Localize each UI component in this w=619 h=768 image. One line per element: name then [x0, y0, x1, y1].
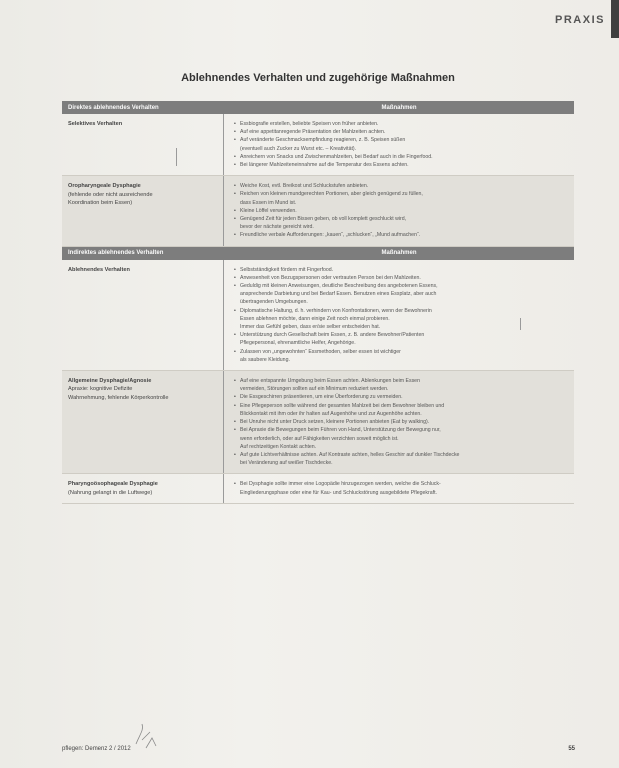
measure-line: • Bei Dysphagie sollte immer eine Logopädie hinzugezogen werden, welche die Schluck- [240, 481, 441, 488]
measure-line: • Essbiografie erstellen, beliebte Speisen von früher anbieten. [240, 121, 379, 127]
behaviour-line: Pharyngoösophageale Dysphagie [68, 481, 158, 488]
behaviour-line: (fehlende oder nicht ausreichende [68, 191, 153, 198]
measure-line: • Bei längerer Mahlzeiteneinnahme auf die Temperatur des Essens achten. [240, 162, 409, 169]
measure-line: • Bei Unruhe nicht unter Druck setzen, kleinere Portionen anbieten (Eat by walking). [240, 419, 430, 426]
table-header-direct [62, 101, 574, 114]
measure-item [234, 182, 566, 190]
measure-line: • Diplomatische Haltung, d. h. verhindern von Konfrontationen, wenn der Bewohnerin [240, 307, 432, 314]
measure-item [234, 426, 566, 451]
measure-line: wenn erforderlich, oder auf Fähigkeiten verzichten soweit möglich ist. [240, 435, 399, 442]
table-header-indirect [62, 247, 574, 260]
measures-list [234, 120, 566, 169]
measure-item [234, 418, 566, 426]
measure-line: als saubere Kleidung. [240, 356, 290, 363]
measure-item [234, 348, 566, 364]
measure-item [234, 215, 566, 231]
measure-item [234, 331, 566, 347]
measures-table [62, 101, 574, 504]
measure-line: vermeiden, Störungen sollten auf ein Minimum reduziert werden. [240, 386, 389, 393]
measure-item [234, 393, 566, 401]
measure-item [234, 207, 566, 215]
header-measures: Maßnahmen [381, 104, 417, 111]
measure-line: ansprechende Darbietung und bei Bedarf Essen. Benutzen eines Essplatz, aber auch [240, 291, 437, 298]
measure-line: (eventuell auch Zucker zu Wurst etc. – Kreativität). [240, 145, 357, 152]
measure-item [234, 274, 566, 282]
measure-line: • Auf eine entspannte Umgebung beim Essen achten. Ablenkungen beim Essen [240, 378, 420, 385]
measure-line: dass Essen im Mund ist. [240, 199, 297, 206]
measures-list [234, 266, 566, 364]
measure-line: • Weiche Kost, evtl. Breikost und Schluckstufen anbieten. [240, 183, 369, 190]
measure-item [234, 402, 566, 418]
measure-item [234, 161, 566, 169]
measure-line: Auf rechtzeitigen Kontakt achten. [240, 443, 317, 450]
measures-cell [224, 474, 574, 503]
measure-line: • Anreichern von Snacks und Zwischenmahlzeiten, bei Bedarf auch in die Fingerfood. [240, 153, 433, 160]
behaviour-line: Apraxie: kognitive Defizite [68, 386, 133, 393]
measure-line: bei Veränderung auf weißer Tischdecke. [240, 460, 333, 467]
measures-cell [224, 114, 574, 175]
behaviour-line: Allgemeine Dysphagie/Agnosie [68, 378, 152, 385]
table-row [62, 371, 574, 474]
pen-mark [520, 318, 521, 330]
measure-item [234, 451, 566, 467]
page-number: 55 [568, 746, 575, 752]
behaviour-cell [62, 474, 224, 503]
measures-cell [224, 260, 574, 370]
table-row [62, 176, 574, 246]
behaviour-line: Ablehnendes Verhalten [68, 266, 130, 273]
measure-item [234, 153, 566, 161]
measure-item [234, 266, 566, 274]
measure-line: • Geduldig mit kleinen Anweisungen, deutliche Beschreibung des angebotenen Essens, [240, 283, 438, 290]
measure-line: Pflegepersonal, ehrenamtliche Helfer, Angehörige. [240, 340, 356, 347]
measure-item [234, 136, 566, 152]
measure-line: • Selbstständigkeit fördern mit Fingerfood. [240, 266, 334, 273]
measure-item [234, 480, 566, 496]
measures-list [234, 480, 566, 496]
measure-line: • Die Essgeschirren präsentieren, um eine Überforderung zu vermeiden. [240, 394, 403, 401]
section-marker-bar [611, 0, 619, 38]
measure-line: übertragenden Umgebungen. [240, 299, 308, 306]
measures-list [234, 377, 566, 467]
measure-item [234, 190, 566, 206]
behaviour-line: Koordination beim Essen) [68, 200, 133, 207]
measure-item [234, 231, 566, 239]
measure-line: • Unterstützung durch Gesellschaft beim Essen, z. B. andere Bewohner/Patienten [240, 332, 425, 339]
pen-mark [176, 148, 177, 166]
table-row [62, 114, 574, 176]
header-measures: Maßnahmen [381, 250, 417, 257]
table-row [62, 260, 574, 371]
table-row [62, 474, 574, 504]
measure-line: • Eine Pflegeperson sollte während der gesamten Mahlzeit bei dem Bewohner bleiben und [240, 402, 445, 409]
measure-item [234, 377, 566, 393]
behaviour-cell [62, 176, 224, 245]
measure-line: • Zulassen von „ungewohnten“ Essmethoden, selber essen ist wichtiger [240, 348, 401, 355]
behaviour-line: Selektives Verhalten [68, 121, 123, 127]
handwritten-scribble [132, 722, 158, 752]
measures-cell [224, 371, 574, 473]
measure-line: • Auf eine appetitanregende Präsentation der Mahlzeiten achten. [240, 129, 386, 136]
measure-item [234, 307, 566, 332]
measure-item [234, 282, 566, 307]
header-behaviour: Indirektes ablehnendes Verhalten [68, 250, 164, 257]
measure-line: • Kleine Löffel verwenden. [240, 207, 297, 214]
measures-list [234, 182, 566, 239]
measures-cell [224, 176, 574, 245]
page-title: Ablehnendes Verhalten und zugehörige Maßnahmen [181, 72, 455, 84]
journal-footer: pflegen: Demenz 2 / 2012 [62, 746, 131, 752]
measure-line: bevor der nächste gereicht wird. [240, 224, 314, 231]
behaviour-cell [62, 371, 224, 473]
behaviour-line: (Nahrung gelangt in die Luftwege) [68, 489, 153, 496]
measure-item [234, 120, 566, 128]
measure-line: • Bei Apraxie die Bewegungen beim Führen von Hand, Unterstützung der Bewegung nur, [240, 427, 441, 434]
measure-line: Eingliederungsphase oder eine für Kau- und Schluckstörung ausgebildete Pflegekraft. [240, 489, 437, 496]
behaviour-line: Oropharyngeale Dysphagie [68, 183, 141, 190]
behaviour-cell [62, 114, 224, 175]
measure-line: • Freundliche verbale Aufforderungen: „kauen“, „schlucken“, „Mund aufmachen“. [240, 232, 421, 239]
measure-line: Essen ablehnen möchte, dann einige Zeit noch einmal probieren. [240, 315, 390, 322]
behaviour-line: Wahrnehmung, fehlende Körperkontrolle [68, 394, 169, 401]
measure-line: • Auf gute Lichtverhältnisse achten. Auf Kontraste achten, helles Geschirr auf dunkler Tischdecke [240, 451, 460, 458]
header-behaviour: Direktes ablehnendes Verhalten [68, 104, 159, 111]
measure-item [234, 128, 566, 136]
measure-line: • Auf veränderte Geschmacksempfindung reagieren, z. B. Speisen süßen [240, 137, 406, 144]
measure-line: • Anwesenheit von Bezugspersonen oder vertrauten Person bei den Mahlzeiten. [240, 274, 421, 281]
section-label: PRAXIS [555, 14, 605, 26]
measure-line: • Reichen von kleinen mundgerechten Portionen, aber gleich genügend zu füllen, [240, 191, 423, 198]
measure-line: Blickkontakt mit ihm oder ihr halten auf Augenhöhe und zur Augenhöhe achten. [240, 410, 422, 417]
measure-line: Immer das Gefühl geben, dass er/sie selber entscheiden hat. [240, 324, 381, 331]
behaviour-cell [62, 260, 224, 370]
measure-line: • Genügend Zeit für jeden Bissen geben, ob voll komplett geschluckt wird, [240, 216, 407, 223]
